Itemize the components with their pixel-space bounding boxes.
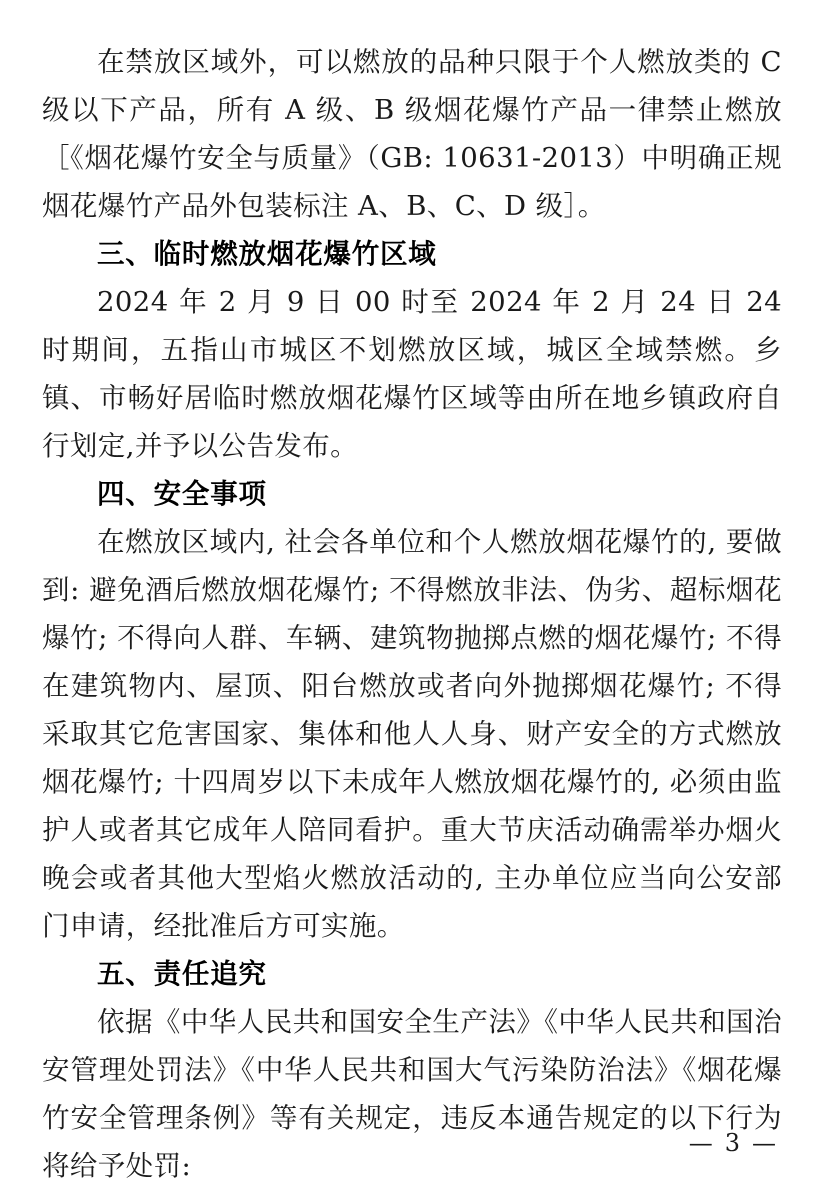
page-number: 3: [724, 1129, 742, 1157]
paragraph-temporary-zone: 2024 年 2 月 9 日 00 时至 2024 年 2 月 24 日 24 时期间，五指山市城区不划燃放区域，城区全域禁燃。乡镇、市畅好居临时燃放烟花爆竹区域等由所在地乡镇政府自行划定,并予以公告发布。: [42, 286, 782, 462]
paragraph-prohibition-grades: 在禁放区域外，可以燃放的品种只限于个人燃放类的 C 级以下产品，所有 A 级、B 级烟花爆竹产品一律禁止燃放［《烟花爆竹安全与质量》（GB: 10631-2013）中明确正规烟花爆竹产品外包装标注 A、B、C、D 级］。: [42, 46, 782, 222]
heading-section-five: 五、责任追究: [97, 958, 267, 989]
folio-dash-right: —: [752, 1129, 778, 1157]
heading-section-four: 四、安全事项: [97, 478, 267, 509]
document-body: [42, 38, 782, 1187]
paragraph-accountability: 依据《中华人民共和国安全生产法》《中华人民共和国治安管理处罚法》《中华人民共和国大气污染防治法》《烟花爆竹安全管理条例》等有关规定，违反本通告规定的以下行为将给予处罚:: [42, 1006, 782, 1182]
folio-dash-left: —: [688, 1129, 715, 1157]
page-footer: [0, 1129, 778, 1157]
paragraph-safety-matters: 在燃放区域内, 社会各单位和个人燃放烟花爆竹的, 要做到: 避免酒后燃放烟花爆竹; 不得燃放非法、伪劣、超标烟花爆竹; 不得向人群、车辆、建筑物抛掷点燃的烟花爆竹; 不得在建筑物内、屋顶、阳台燃放或者向外抛掷烟花爆竹; 不得采取其它危害国家、集体和他人人身、财产安全的方式燃放烟花爆竹; 十四周岁以下未成年人燃放烟花爆竹的, 必须由监护人或者其它成年人陪同看护。重大节庆活动确需举办烟火晚会或者其他大型焰火燃放活动的, 主办单位应当向公安部门申请，经批准后方可实施。: [42, 526, 782, 942]
heading-section-three: 三、临时燃放烟花爆竹区域: [97, 238, 437, 269]
